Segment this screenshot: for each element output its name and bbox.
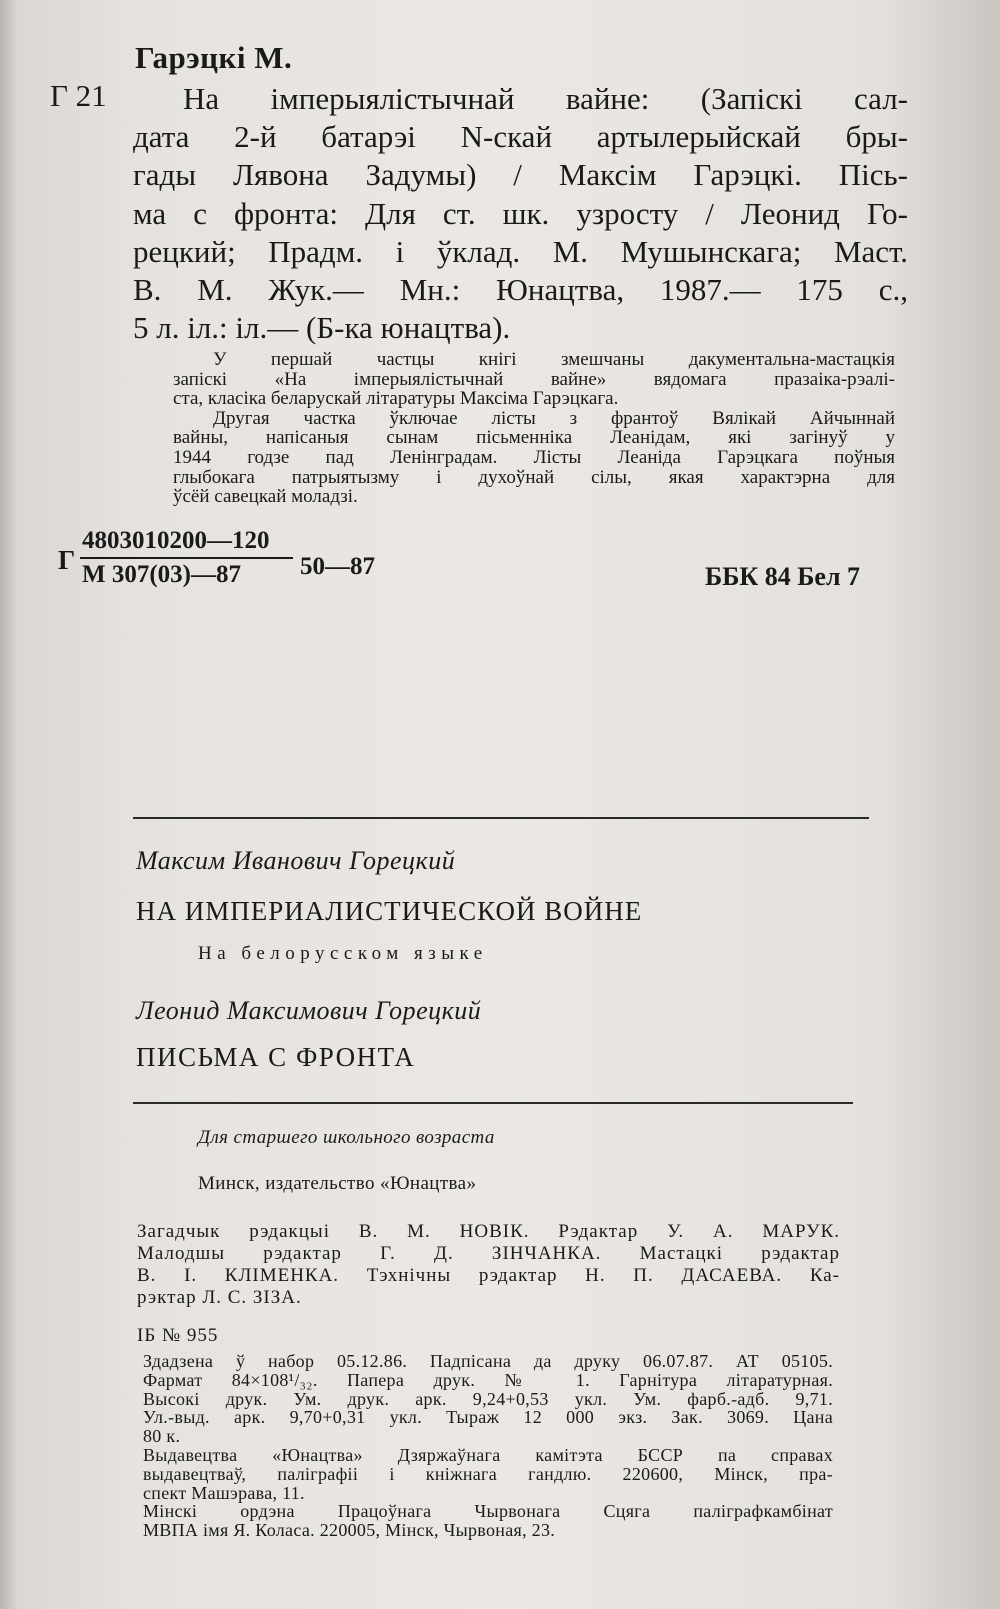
annotation-line: ста, класіка беларускай літаратуры Максіма Гарэцкага. xyxy=(173,388,619,410)
imprint-title-2: ПИСЬМА С ФРОНТА xyxy=(136,1042,416,1072)
divider-bottom xyxy=(133,1102,853,1104)
index-fraction-line xyxy=(80,557,293,559)
divider-top xyxy=(133,817,869,819)
tech-line: Мінскі ордэна Працоўнага Чырвонага Сцяга паліграфкамбінат xyxy=(143,1501,833,1522)
ib-number: ІБ № 955 xyxy=(137,1325,219,1346)
description-line: рецкий; Прадм. і ўклад. М. Мушынскага; Маст. xyxy=(133,233,908,269)
tech-line: Здадзена ў набор 05.12.86. Падпісана да друку 06.07.87. АТ 05105. xyxy=(143,1351,833,1371)
editorial-staff xyxy=(137,1221,840,1309)
technical-details xyxy=(143,1352,833,1540)
tech-line: выдавецтваў, паліграфіі і кніжнага гандлю. 220600, Мінск, пра- xyxy=(143,1463,833,1484)
staff-line: Загадчык рэдакцыі В. М. НОВІК. Рэдактар У. А. МАРУК. xyxy=(137,1221,840,1242)
imprint-author-2: Леонид Максимович Горецкий xyxy=(136,996,482,1025)
card-author: Гарэцкі М. xyxy=(135,40,293,75)
index-denominator: М 307(03)—87 xyxy=(82,561,241,588)
annotation-line: глыбокага патрыятызму і духоўнай сілы, якая характэрна для xyxy=(173,466,895,488)
description-line: На імперыялістычнай вайне: (Запіскі сал- xyxy=(183,81,908,116)
bbk-code: ББК 84 Бел 7 xyxy=(705,562,861,591)
imprint-age-note: Для старшего школьного возраста xyxy=(198,1127,495,1148)
imprint-title-1: НА ИМПЕРИАЛИСТИЧЕСКОЙ ВОЙНЕ xyxy=(136,896,643,926)
imprint-author-1: Максим Иванович Горецкий xyxy=(136,846,456,875)
tech-line: Выдавецтва «Юнацтва» Дзяржаўнага камітэта БССР па справах xyxy=(143,1444,833,1465)
card-classification-code: Г 21 xyxy=(50,78,107,113)
tech-line: Фармат 84×108¹/₃₂. Папера друк. № 1. Гарнітура літаратурная. xyxy=(143,1369,833,1390)
card-bibliographic-description xyxy=(133,80,908,347)
index-numerator: 4803010200—120 xyxy=(82,527,270,554)
page-gutter-shadow xyxy=(0,0,18,1609)
card-annotation xyxy=(133,350,895,507)
tech-line: 80 к. xyxy=(143,1426,181,1447)
annotation-line: Другая частка ўключае лісты з франтоў Вялікай Айчыннай xyxy=(213,407,895,429)
tech-line: спект Машэрава, 11. xyxy=(143,1482,305,1503)
annotation-line: ўсёй савецкай моладзі. xyxy=(173,486,358,508)
annotation-line: вайны, напісаныя сынам пісьменніка Леанідам, які загінуў у xyxy=(173,427,895,449)
description-line: гады Лявона Задумы) / Максім Гарэцкі. Пісь- xyxy=(133,157,908,193)
tech-line: Ул.-выд. арк. 9,70+0,31 укл. Тыраж 12 000 экз. Зак. 3069. Цана xyxy=(143,1407,833,1428)
annotation-paragraph xyxy=(133,409,895,507)
annotation-paragraph xyxy=(133,350,895,409)
description-line: В. М. Жук.— Мн.: Юнацтва, 1987.— 175 с., xyxy=(133,272,908,308)
index-letter: Г xyxy=(58,545,76,575)
description-line: ма с фронта: Для ст. шк. узросту / Леонид Го- xyxy=(133,195,908,231)
staff-line: рэктар Л. С. ЗІЗА. xyxy=(137,1287,302,1308)
tech-line: МВПА імя Я. Коласа. 220005, Мінск, Чырвоная, 23. xyxy=(143,1520,556,1541)
description-line: 5 л. іл.: іл.— (Б-ка юнацтва). xyxy=(133,310,511,346)
annotation-line: 1944 годзе пад Ленінградам. Лісты Леаніда Гарэцкага поўныя xyxy=(173,446,895,468)
description-line: дата 2-й батарэі N-скай артылерыйскай бры- xyxy=(133,119,908,155)
staff-line: В. І. КЛІМЕНКА. Тэхнічны рэдактар Н. П. ДАСАЕВА. Ка- xyxy=(137,1265,840,1286)
imprint-language-note: На белорусском языке xyxy=(198,943,488,964)
annotation-line: запіскі «На імперыялістычнай вайне» вядомага празаіка-рэалі- xyxy=(173,368,895,390)
tech-line: Высокі друк. Ум. друк. арк. 9,24+0,53 укл. Ум. фарб.-адб. 9,71. xyxy=(143,1388,833,1409)
imprint-publisher: Минск, издательство «Юнацтва» xyxy=(198,1173,477,1194)
annotation-line: У першай частцы кнігі змешчаны дакументальна-мастацкія xyxy=(213,349,895,370)
staff-line: Малодшы рэдактар Г. Д. ЗІНЧАНКА. Мастацкі рэдактар xyxy=(137,1243,840,1264)
index-side-number: 50—87 xyxy=(300,553,375,580)
